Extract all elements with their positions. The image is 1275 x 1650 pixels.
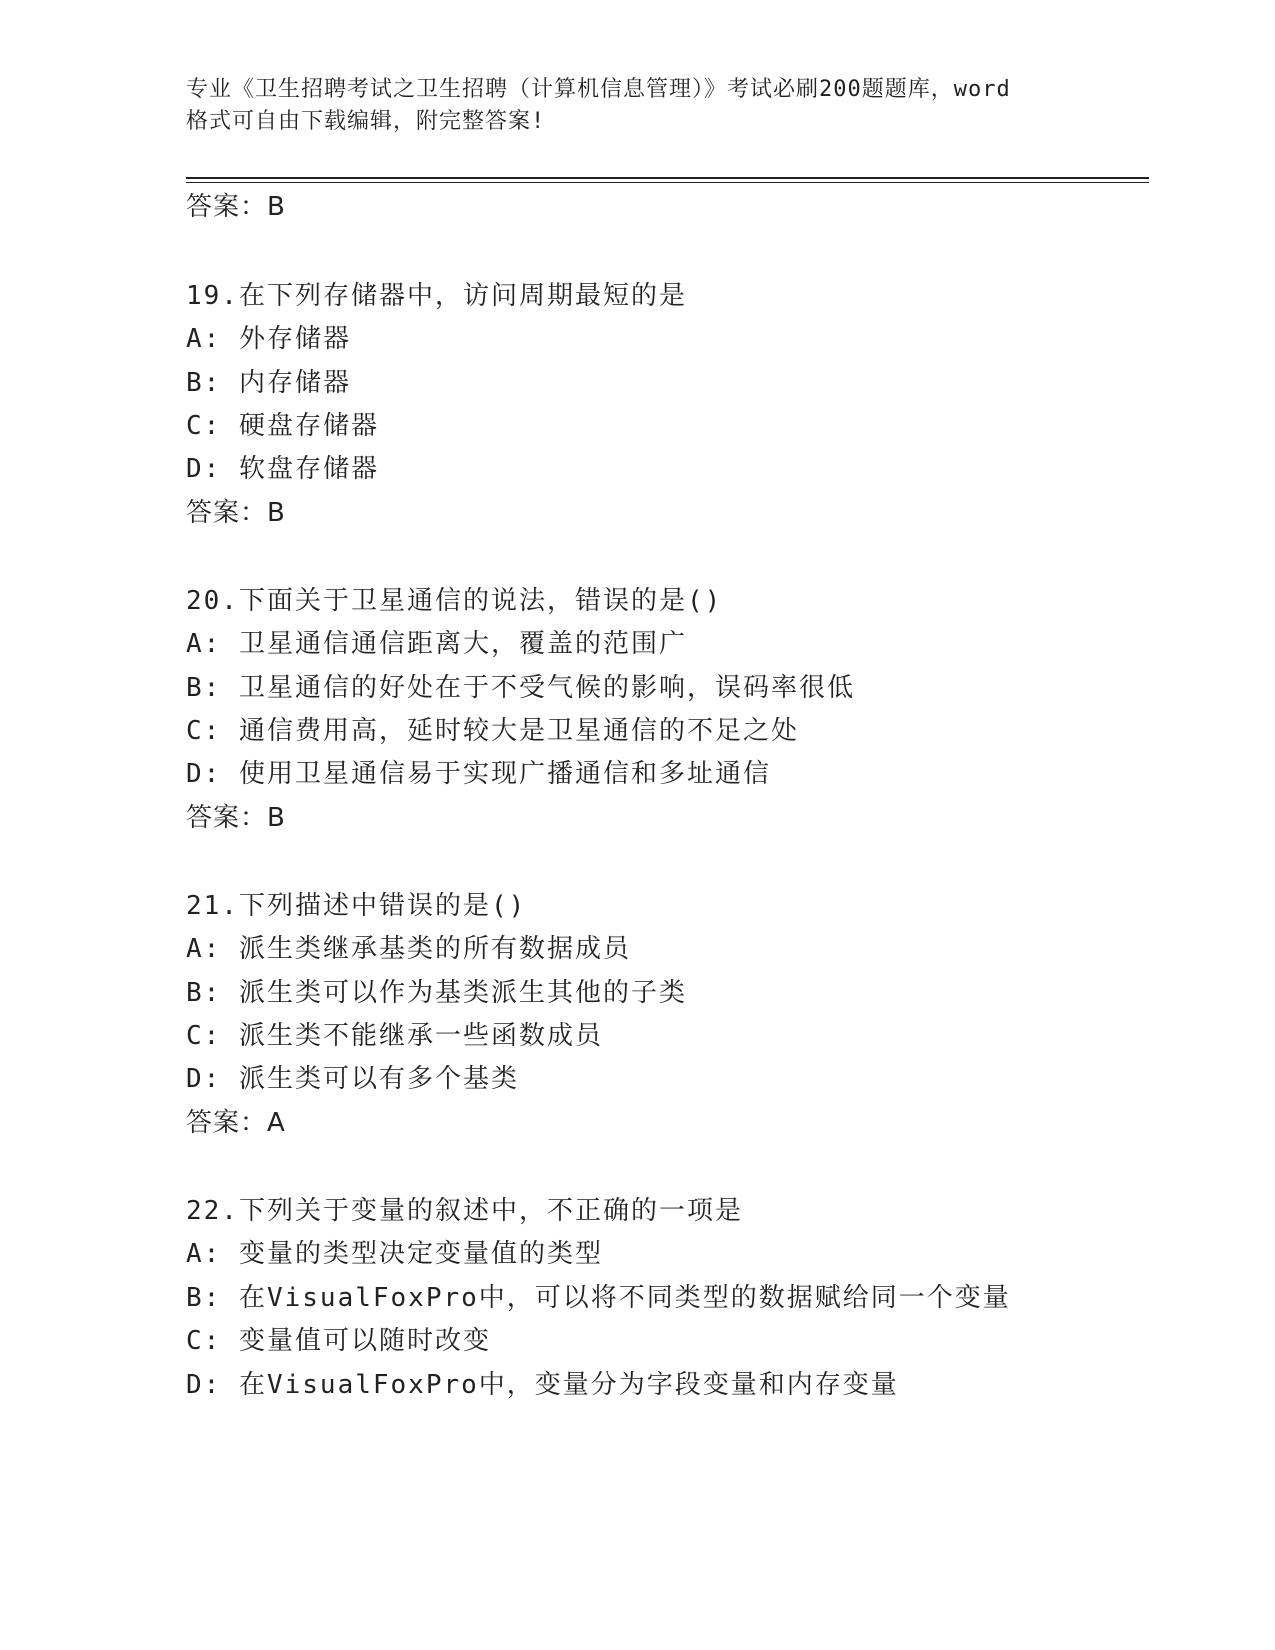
option-a: A: 派生类继承基类的所有数据成员 bbox=[186, 934, 631, 964]
option-a: A: 外存储器 bbox=[186, 324, 351, 354]
option-c: C: 硬盘存储器 bbox=[186, 411, 379, 441]
option-a: A: 卫星通信通信距离大，覆盖的范围广 bbox=[186, 629, 687, 659]
option-b: B: 派生类可以作为基类派生其他的子类 bbox=[186, 978, 687, 1008]
option-d: D: 在VisualFoxPro中，变量分为字段变量和内存变量 bbox=[186, 1370, 899, 1400]
option-c: C: 变量值可以随时改变 bbox=[186, 1326, 491, 1356]
option-c: C: 派生类不能继承一些函数成员 bbox=[186, 1021, 603, 1051]
header-line-1: 专业《卫生招聘考试之卫生招聘（计算机信息管理）》考试必刷200题题库，word bbox=[186, 77, 1011, 102]
option-c: C: 通信费用高，延时较大是卫星通信的不足之处 bbox=[186, 716, 799, 746]
question-stem: 22.下列关于变量的叙述中，不正确的一项是 bbox=[186, 1196, 743, 1226]
option-b: B: 卫星通信的好处在于不受气候的影响，误码率很低 bbox=[186, 673, 855, 703]
answer-line: 答案：B bbox=[186, 803, 286, 833]
option-b: B: 在VisualFoxPro中，可以将不同类型的数据赋给同一个变量 bbox=[186, 1283, 1011, 1313]
answer-line: 答案：B bbox=[186, 498, 286, 528]
question-stem: 19.在下列存储器中，访问周期最短的是 bbox=[186, 281, 687, 311]
question-stem: 20.下面关于卫星通信的说法，错误的是() bbox=[186, 586, 723, 616]
document-header bbox=[186, 74, 1086, 138]
option-d: D: 软盘存储器 bbox=[186, 454, 379, 484]
option-b: B: 内存储器 bbox=[186, 368, 351, 398]
header-divider-thick bbox=[186, 177, 1149, 179]
header-line-2: 格式可自由下载编辑，附完整答案! bbox=[186, 109, 546, 134]
header-divider-thin bbox=[186, 182, 1149, 183]
option-a: A: 变量的类型决定变量值的类型 bbox=[186, 1239, 603, 1269]
answer-line: 答案：B bbox=[186, 192, 286, 222]
answer-line: 答案：A bbox=[186, 1108, 286, 1138]
option-d: D: 派生类可以有多个基类 bbox=[186, 1064, 519, 1094]
question-stem: 21.下列描述中错误的是() bbox=[186, 891, 527, 921]
option-d: D: 使用卫星通信易于实现广播通信和多址通信 bbox=[186, 759, 771, 789]
